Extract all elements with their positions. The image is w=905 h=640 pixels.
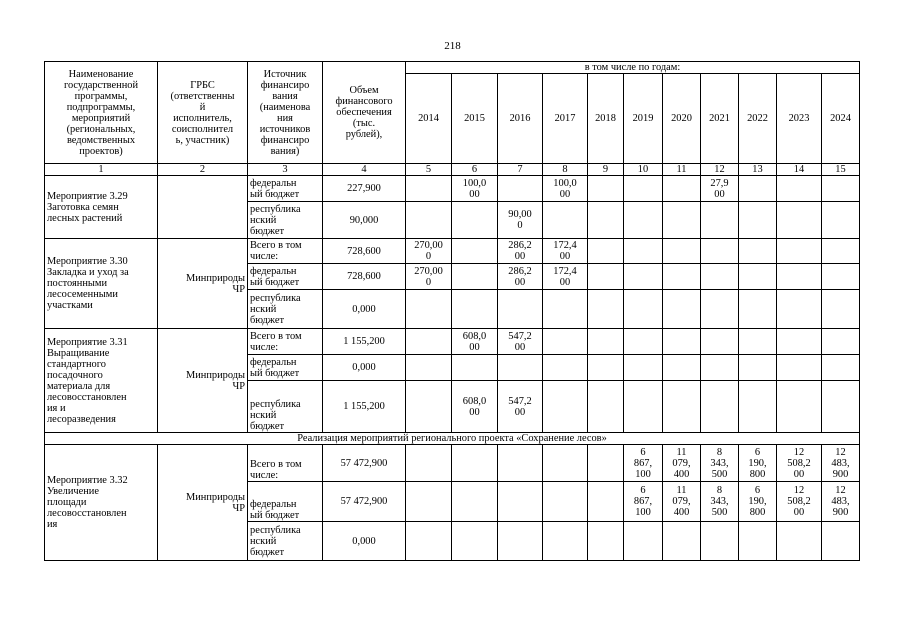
column-number: 10	[624, 164, 663, 176]
year-cell: 12 508,2 00	[777, 445, 822, 482]
activity-name: Мероприятие 3.29 Заготовка семян лесных растений	[45, 176, 158, 239]
year-cell	[588, 239, 624, 264]
year-cell	[543, 290, 588, 329]
year-cell	[739, 329, 777, 355]
year-cell	[588, 355, 624, 381]
year-cell	[777, 264, 822, 290]
column-number: 3	[248, 164, 323, 176]
year-cell: 6 867, 100	[624, 482, 663, 522]
year-cell	[701, 264, 739, 290]
year-cell	[739, 176, 777, 202]
year-cell	[452, 202, 498, 239]
source-cell: республика нский бюджет	[248, 381, 323, 433]
year-cell	[822, 381, 860, 433]
header-year: 2022	[739, 74, 777, 164]
year-cell	[739, 264, 777, 290]
year-cell	[624, 522, 663, 561]
year-cell: 608,0 00	[452, 329, 498, 355]
year-cell	[498, 445, 543, 482]
total-cell: 57 472,900	[323, 482, 406, 522]
table-row	[45, 176, 860, 202]
year-cell	[588, 176, 624, 202]
year-cell	[624, 202, 663, 239]
header-year: 2016	[498, 74, 543, 164]
source-cell: федеральн ый бюджет	[248, 176, 323, 202]
table-row	[45, 445, 860, 482]
year-cell	[739, 381, 777, 433]
year-cell: 12 483, 900	[822, 445, 860, 482]
column-number: 7	[498, 164, 543, 176]
year-cell: 100,0 00	[452, 176, 498, 202]
year-cell	[588, 445, 624, 482]
year-cell: 608,0 00	[452, 381, 498, 433]
year-cell	[624, 239, 663, 264]
year-cell	[406, 381, 452, 433]
year-cell	[588, 264, 624, 290]
year-cell	[701, 239, 739, 264]
year-cell: 12 508,2 00	[777, 482, 822, 522]
year-cell	[777, 329, 822, 355]
source-cell: Всего в том числе:	[248, 329, 323, 355]
year-cell: 8 343, 500	[701, 482, 739, 522]
column-numbers-row	[45, 164, 860, 176]
grbs-cell: Минприроды ЧР	[158, 445, 248, 561]
year-cell	[452, 290, 498, 329]
header-grbs: ГРБС (ответственны й исполнитель, соисполнител ь, участник)	[158, 62, 248, 164]
year-cell	[452, 239, 498, 264]
year-cell	[822, 355, 860, 381]
column-number: 14	[777, 164, 822, 176]
source-cell: республика нский бюджет	[248, 202, 323, 239]
header-year: 2023	[777, 74, 822, 164]
year-cell	[406, 202, 452, 239]
header-years-title: в том числе по годам:	[406, 62, 860, 74]
header-year: 2017	[543, 74, 588, 164]
year-cell	[406, 176, 452, 202]
year-cell	[663, 329, 701, 355]
source-cell: Всего в том числе:	[248, 445, 323, 482]
year-cell	[701, 355, 739, 381]
year-cell	[498, 522, 543, 561]
year-cell	[777, 355, 822, 381]
year-cell	[739, 355, 777, 381]
header-funding-volume: Объем финансового обеспечения (тыс. рублей),	[323, 62, 406, 164]
grbs-cell: Минприроды ЧР	[158, 239, 248, 329]
year-cell	[588, 381, 624, 433]
column-number: 11	[663, 164, 701, 176]
year-cell: 286,2 00	[498, 239, 543, 264]
year-cell	[777, 522, 822, 561]
year-cell	[498, 355, 543, 381]
year-cell	[663, 202, 701, 239]
year-cell: 172,4 00	[543, 239, 588, 264]
year-cell	[822, 176, 860, 202]
total-cell: 57 472,900	[323, 445, 406, 482]
year-cell	[777, 381, 822, 433]
financing-table	[44, 61, 860, 561]
header-program-name: Наименование государственной программы, подпрограммы, мероприятий (региональных, ведомственных проектов)	[45, 62, 158, 164]
header-year: 2018	[588, 74, 624, 164]
header-year: 2014	[406, 74, 452, 164]
header-row	[45, 62, 860, 74]
year-cell	[543, 445, 588, 482]
source-cell: федеральн ый бюджет	[248, 482, 323, 522]
total-cell: 90,000	[323, 202, 406, 239]
year-cell	[777, 239, 822, 264]
year-cell: 6 867, 100	[624, 445, 663, 482]
year-cell	[624, 355, 663, 381]
year-cell: 27,9 00	[701, 176, 739, 202]
column-number: 2	[158, 164, 248, 176]
year-cell	[543, 355, 588, 381]
year-cell	[777, 176, 822, 202]
column-number: 4	[323, 164, 406, 176]
year-cell	[406, 522, 452, 561]
activity-name: Мероприятие 3.31 Выращивание стандартного посадочного материала для лесовосстановлен ия и лесоразведения	[45, 329, 158, 433]
year-cell	[624, 381, 663, 433]
year-cell	[624, 176, 663, 202]
year-cell	[822, 522, 860, 561]
year-cell	[452, 355, 498, 381]
column-number: 12	[701, 164, 739, 176]
total-cell: 1 155,200	[323, 329, 406, 355]
year-cell	[663, 522, 701, 561]
year-cell: 12 483, 900	[822, 482, 860, 522]
column-number: 13	[739, 164, 777, 176]
year-cell	[588, 290, 624, 329]
page-number: 218	[444, 40, 461, 52]
year-cell: 11 079, 400	[663, 482, 701, 522]
year-cell	[822, 202, 860, 239]
year-cell: 8 343, 500	[701, 445, 739, 482]
year-cell	[701, 290, 739, 329]
year-cell	[822, 264, 860, 290]
total-cell: 0,000	[323, 522, 406, 561]
header-year: 2021	[701, 74, 739, 164]
year-cell	[452, 482, 498, 522]
source-cell: федеральн ый бюджет	[248, 264, 323, 290]
total-cell: 1 155,200	[323, 381, 406, 433]
year-cell	[739, 290, 777, 329]
year-cell	[739, 239, 777, 264]
year-cell	[739, 202, 777, 239]
activity-name: Мероприятие 3.30 Закладка и уход за постоянными лесосеменными участками	[45, 239, 158, 329]
year-cell	[701, 329, 739, 355]
year-cell: 6 190, 800	[739, 482, 777, 522]
total-cell: 728,600	[323, 239, 406, 264]
table-row	[45, 329, 860, 355]
year-cell	[624, 290, 663, 329]
year-cell	[406, 329, 452, 355]
year-cell	[701, 381, 739, 433]
year-cell	[452, 522, 498, 561]
year-cell	[701, 202, 739, 239]
total-cell: 0,000	[323, 290, 406, 329]
year-cell	[624, 264, 663, 290]
year-cell	[588, 202, 624, 239]
header-year: 2015	[452, 74, 498, 164]
year-cell	[663, 355, 701, 381]
year-cell	[452, 445, 498, 482]
column-number: 15	[822, 164, 860, 176]
year-cell: 90,00 0	[498, 202, 543, 239]
year-cell	[588, 329, 624, 355]
grbs-cell: Минприроды ЧР	[158, 329, 248, 433]
year-cell	[543, 202, 588, 239]
year-cell	[543, 329, 588, 355]
year-cell	[663, 290, 701, 329]
year-cell	[406, 355, 452, 381]
source-cell: федеральн ый бюджет	[248, 355, 323, 381]
total-cell: 227,900	[323, 176, 406, 202]
year-cell	[406, 290, 452, 329]
source-cell: республика нский бюджет	[248, 522, 323, 561]
header-funding-source: Источник финансиро вания (наименова ния источников финансиро вания)	[248, 62, 323, 164]
year-cell: 270,00 0	[406, 264, 452, 290]
table-row	[45, 239, 860, 264]
column-number: 8	[543, 164, 588, 176]
year-cell	[663, 264, 701, 290]
source-cell: республика нский бюджет	[248, 290, 323, 329]
year-cell	[543, 381, 588, 433]
total-cell: 728,600	[323, 264, 406, 290]
year-cell	[588, 522, 624, 561]
year-cell	[498, 176, 543, 202]
source-cell: Всего в том числе:	[248, 239, 323, 264]
year-cell	[701, 522, 739, 561]
project-title: Реализация мероприятий регионального проекта «Сохранение лесов»	[45, 433, 860, 445]
year-cell	[406, 445, 452, 482]
activity-name: Мероприятие 3.32 Увеличение площади лесовосстановлен ия	[45, 445, 158, 561]
year-cell: 6 190, 800	[739, 445, 777, 482]
year-cell	[406, 482, 452, 522]
grbs-cell	[158, 176, 248, 239]
year-cell: 286,2 00	[498, 264, 543, 290]
column-number: 5	[406, 164, 452, 176]
header-year: 2020	[663, 74, 701, 164]
year-cell	[543, 482, 588, 522]
year-cell	[498, 482, 543, 522]
year-cell	[663, 381, 701, 433]
year-cell: 547,2 00	[498, 329, 543, 355]
section-row	[45, 433, 860, 445]
year-cell: 100,0 00	[543, 176, 588, 202]
year-cell	[663, 239, 701, 264]
year-cell: 172,4 00	[543, 264, 588, 290]
column-number: 6	[452, 164, 498, 176]
column-number: 1	[45, 164, 158, 176]
year-cell	[663, 176, 701, 202]
year-cell	[588, 482, 624, 522]
year-cell	[822, 239, 860, 264]
year-cell	[452, 264, 498, 290]
year-cell: 270,00 0	[406, 239, 452, 264]
year-cell: 547,2 00	[498, 381, 543, 433]
year-cell	[822, 329, 860, 355]
header-year: 2024	[822, 74, 860, 164]
year-cell	[777, 290, 822, 329]
year-cell	[822, 290, 860, 329]
header-year: 2019	[624, 74, 663, 164]
year-cell: 11 079, 400	[663, 445, 701, 482]
total-cell: 0,000	[323, 355, 406, 381]
year-cell	[543, 522, 588, 561]
year-cell	[624, 329, 663, 355]
year-cell	[498, 290, 543, 329]
year-cell	[739, 522, 777, 561]
column-number: 9	[588, 164, 624, 176]
year-cell	[777, 202, 822, 239]
